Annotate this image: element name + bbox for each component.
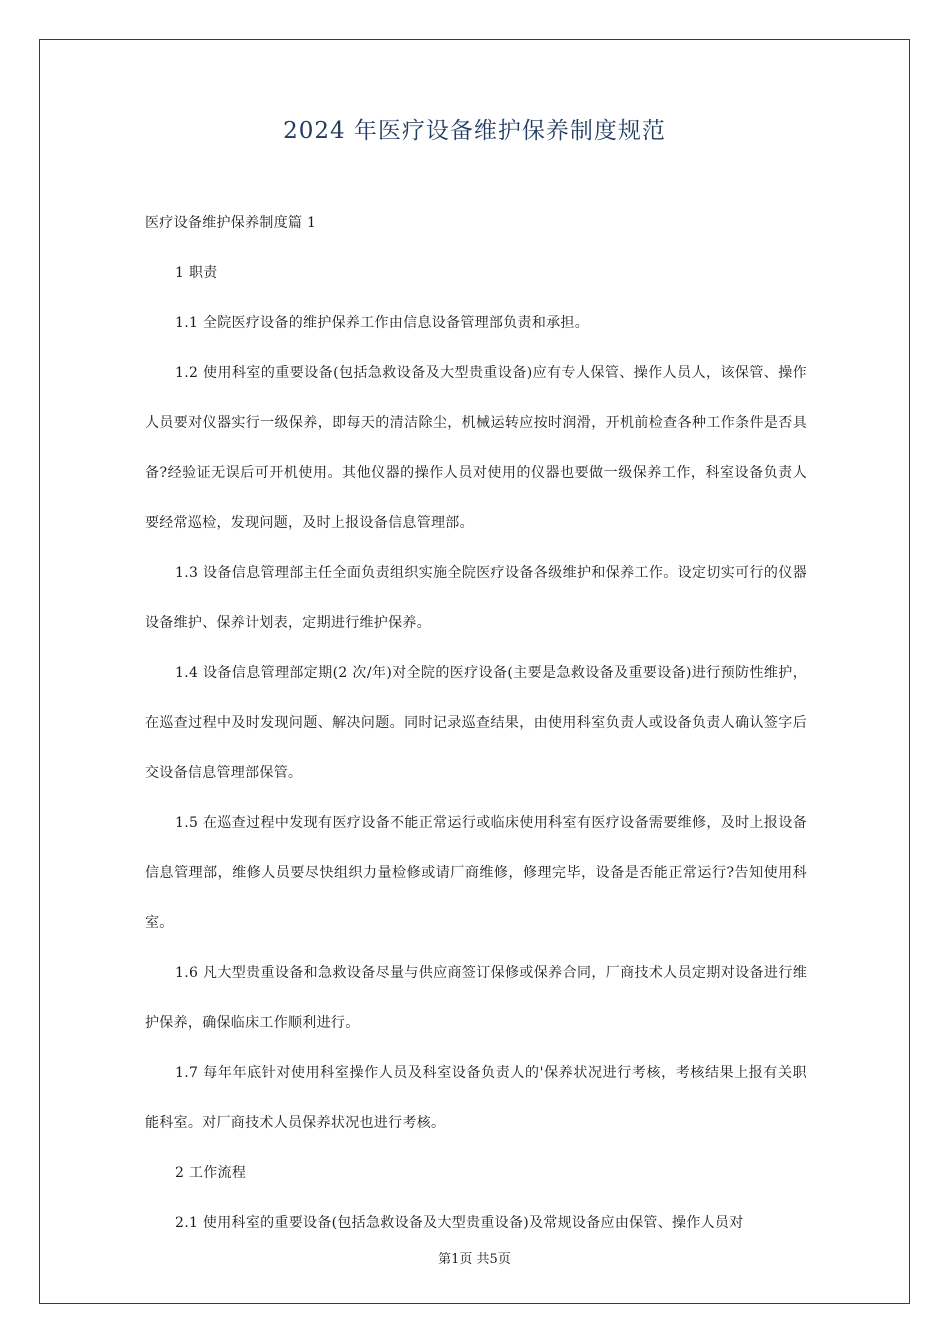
section-heading-responsibilities: 1 职责 [175,265,218,281]
paragraph-1-3: 1.3 设备信息管理部主任全面负责组织实施全院医疗设备各级维护和保养工作。设定切实可行的仪器设备维护、保养计划表，定期进行维护保养。 [145,565,807,631]
document-title: 2024 年医疗设备维护保养制度规范 [283,118,666,144]
section-heading-chapter: 医疗设备维护保养制度篇 1 [145,215,317,231]
page-number-footer: 第1页 共5页 [438,1252,511,1267]
document-body [145,198,807,1248]
paragraph-1-4: 1.4 设备信息管理部定期(2 次/年)对全院的医疗设备(主要是急救设备及重要设备)进行预防性维护，在巡查过程中及时发现问题、解决问题。同时记录巡查结果，由使用科室负责人或设备负责人确认签字后交设备信息管理部保管。 [145,665,807,781]
paragraph-1-6: 1.6 凡大型贵重设备和急救设备尽量与供应商签订保修或保养合同，厂商技术人员定期对设备进行维护保养，确保临床工作顺利进行。 [145,965,807,1031]
paragraph-1-2: 1.2 使用科室的重要设备(包括急救设备及大型贵重设备)应有专人保管、操作人员人，该保管、操作人员要对仪器实行一级保养，即每天的清洁除尘，机械运转应按时润滑，开机前检查各种工作条件是否具备?经验证无误后可开机使用。其他仪器的操作人员对使用的仪器也要做一级保养工作，科室设备负责人要经常巡检，发现问题，及时上报设备信息管理部。 [145,365,807,531]
paragraph-2-1: 2.1 使用科室的重要设备(包括急救设备及大型贵重设备)及常规设备应由保管、操作人员对 [175,1215,744,1231]
section-heading-workflow: 2 工作流程 [175,1165,247,1181]
paragraph-1-7: 1.7 每年年底针对使用科室操作人员及科室设备负责人的'保养状况进行考核，考核结果上报有关职能科室。对厂商技术人员保养状况也进行考核。 [145,1065,807,1131]
paragraph-1-5: 1.5 在巡查过程中发现有医疗设备不能正常运行或临床使用科室有医疗设备需要维修，及时上报设备信息管理部，维修人员要尽快组织力量检修或请厂商维修，修理完毕，设备是否能正常运行?告知使用科室。 [145,815,807,931]
paragraph-1-1: 1.1 全院医疗设备的维护保养工作由信息设备管理部负责和承担。 [175,315,590,331]
